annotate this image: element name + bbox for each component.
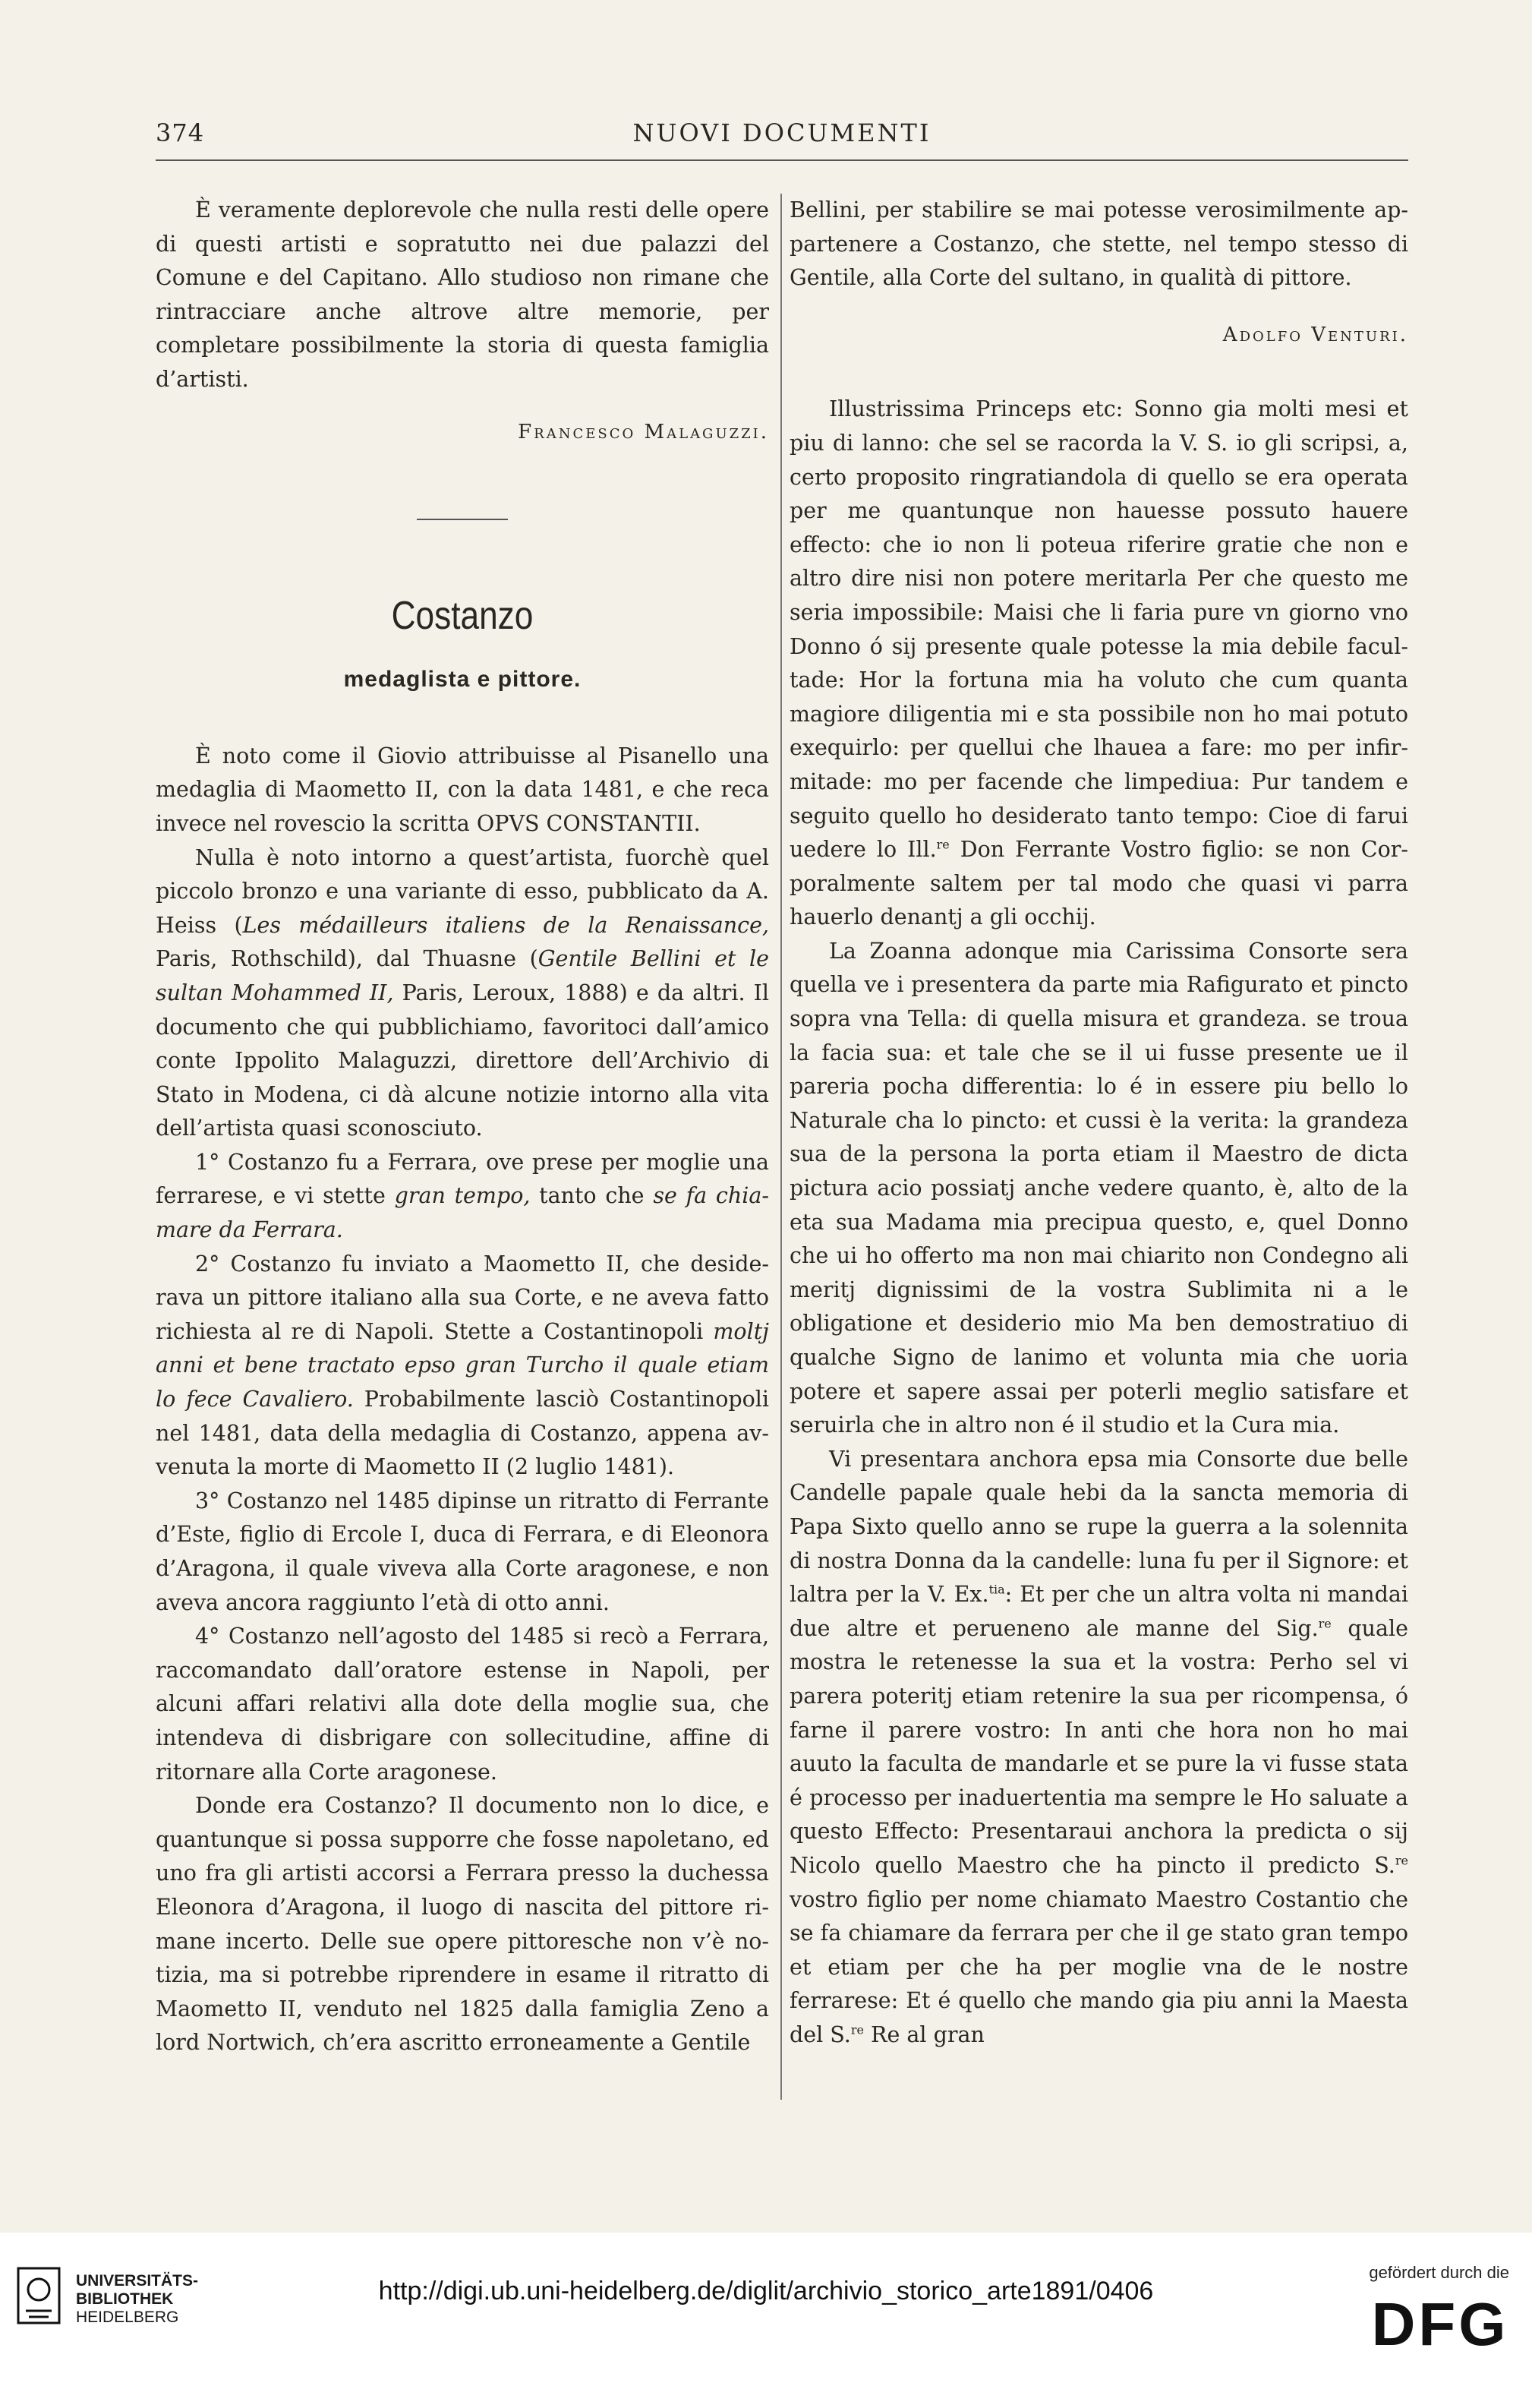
continued-paragraph: Bellini, per stabilire se mai potesse verosimilmente appartenere a Costanzo, che stette, nel tempo stesso di Gentile, alla Corte del sultano, in qualità di pittore. <box>790 197 1408 291</box>
document-paragraph-2: La Zoanna adonque mia Carissima Consorte sera quella ve i presentera da parte mia Rafigurato et pincto sopra vna Tella: di quella misura et grandeza. se troua la facia sua: et tale che se il ui fusse presente ue il pareria pocha differentia: lo é in essere piu bello lo Naturale cha lo pincto: et cussi è la verita: la grandeza sua de la persona la porta etiam il Maestro de dicta pictura acio possiatj anche vedere quanto, è, alto de la eta sua Madama mia precipua questo, e, quel Donno che ui ho offerto ma non mai chiarito non Condegno ali meritj dignissimi de la vostra Sublimita ni a le obligatione et desiderio mio Ma ben demostratiuo di qualche Signo de lanimo et volunta mia che uoria potere et sapere assai per poterli meglio satisfare et seruirla che in altro non é il studio et la Cura mia. <box>790 938 1408 1438</box>
page-header <box>156 114 1408 161</box>
footer-bar <box>0 2233 1532 2408</box>
svg-text:DFG: DFG <box>1371 2290 1509 2356</box>
running-title: NUOVI DOCUMENTI <box>632 118 931 147</box>
section-title: Costanzo <box>391 594 534 639</box>
paragraph-2: Nulla è noto intorno a quest’artista, fuorchè quel piccolo bronzo e una variante di esso, pubblicato da A. Heiss (Les médailleurs italiens de la Renaissance, Paris, Rothschild), dal Thuasne (Gentile Bellini et le sultan Mohammed II, Paris, Leroux, 1888) e da altri. Il documento che qui pubblichiamo, favoritoci dall’amico conte Ippolito Malaguzzi, direttore dell’Archivio di Stato in Modena, ci dà alcune notizie intorno alla vita dell’artista quasi sconosciuto. <box>156 844 769 1141</box>
source-url-link[interactable]: http://digi.ub.uni-heidelberg.de/diglit/archivio_storico_arte1891/0406 <box>378 2277 1154 2305</box>
column-divider <box>780 194 782 2100</box>
document-paragraph-3: Vi presentara anchora epsa mia Consorte due belle Candelle papale quale hebi da la sancta memoria di Papa Sixto quello anno se rupe la guerra a la solennita di nostra Donna da la candelle: luna fu per il Signore: et laltra per la V. Ex.$^{tia}$: Et per che un altra volta ni mandai due altre et perueneno ale manne del Sig.$^{re}$ quale mostra le retenesse la sua et la vostra: Perho sel vi parera poteritj etiam retenire la sua per ricompensa, ó farne il parere vostro: In anti che hora non ho mai auuto la faculta de mandarle et se pure la vi fusse stata é processo per inaduertentia ma sempre le Ho saluate a questo Effecto: Presentaraui anchora la predicta o sij Nicolo quello Maestro che ha pincto il predicto S.$^{re}$ vostro figlio per nome chiamato Maestro Costantio che se fa chiamare da ferrara per che il ge stato gran tempo et etiam per che ha per moglie vna de le nostre ferrarese: Et é quello che mando gia piu anni la Maesta del S.$^{re}$ Re al gran <box>790 1446 1408 2047</box>
section-subtitle: medaglista e pittore. <box>343 667 582 693</box>
paragraph-7: Donde era Costanzo? Il documento non lo dice, e quantunque si possa supporre che fosse napoletano, ed uno fra gli artisti accorsi a Ferrara presso la duchessa Eleonora d’Aragona, il luogo di nascita del pittore rimane incerto. Delle sue opere pittoresche non v’è notizia, ma si potrebbe riprendere in esame il ritratto di Maometto II, venduto nel 1825 dalla famiglia Zeno a lord Nortwich, ch’era ascritto erroneamente a Gentile <box>156 1793 769 2056</box>
paragraph-5: 3° Costanzo nel 1485 dipinse un ritratto di Ferrante d’Este, figlio di Ercole I, duca di Ferrara, e di Eleonora d’Aragona, il quale viveva alla Corte aragonese, e non aveva ancora raggiunto l’età di otto anni. <box>156 1488 769 1615</box>
left-column <box>156 194 769 2060</box>
document-paragraph-1: Illustrissima Princeps etc: Sonno gia molti mesi et piu di lanno: che sel se racorda la V. S. io gli scripsi, a, certo proposito ringratiandola di quello se era operata per me quantunque non hauesse possuto hauere effecto: che io non li poteua riferire gratie che non e altro dire nisi non potere meritarla Per che questo me seria impossibile: Maisi che li faria pure vn giorno vno Donno ó sij presente quale potesse la mia debile facultade: Hor la fortuna mia ha voluto che cum quanta magiore diligentia mi e sta possibile non ho mai potuto exequirlo: per quellui che lhauea a fare: mo per infirmitade: mo per facende che limpediua: Pur tandem e seguito quello ho desiderato tanto tempo: Cioe di farui uedere lo Ill.$^{re}$ Don Ferrante Vostro figlio: se non Corporalmente saltem per tal modo che quasi vi parra hauerlo denantj a gli occhij. <box>790 396 1408 930</box>
signature-malaguzzi: Francesco Malaguzzi. <box>518 420 769 443</box>
intro-paragraph: È veramente deplorevole che nulla resti delle opere di questi artisti e sopratutto nei due palazzi del Comune e del Capitano. Allo studioso non rimane che rintracciare anche altrove altre memorie, per completare possibilmente la storia di questa famiglia d’artisti. <box>156 197 769 392</box>
page-number: 374 <box>156 118 205 147</box>
paragraph-6: 4° Costanzo nell’agosto del 1485 si recò a Ferrara, raccomandato dall’oratore estense in Napoli, per alcuni affari relativi alla dote della moglie sua, che intendeva di disbrigare con sollecitudine, affine di ritornare alla Corte aragonese. <box>156 1624 769 1785</box>
paragraph-4: 2° Costanzo fu inviato a Maometto II, che desiderava un pittore italiano alla sua Corte, e ne aveva fatto richiesta al re di Napoli. Stette a Costantinopoli moltj anni et bene tractato epso gran Turcho il quale etiam lo fece Cavaliero. Probabilmente lasciò Costantinopoli nel 1481, data della medaglia di Costanzo, appena avvenuta la morte di Maometto II (2 luglio 1481). <box>156 1251 769 1480</box>
section-separator <box>417 519 508 520</box>
paragraph-3: 1° Costanzo fu a Ferrara, ove prese per moglie una ferrarese, e vi stette gran tempo, tanto che se fa chiamare da Ferrara. <box>156 1149 769 1243</box>
funder-label: gefördert durch die <box>1369 2263 1509 2282</box>
right-column <box>790 194 1408 2052</box>
signature-venturi: Adolfo Venturi. <box>1222 323 1408 346</box>
paragraph-1: È noto come il Giovio attribuisse al Pisanello una medaglia di Maometto II, con la data 1481, e che reca invece nel rovescio la scritta OPVS CONSTANTII. <box>156 743 769 836</box>
dfg-logo-icon <box>1370 2290 1511 2356</box>
university-library-name: UNIVERSITÄTS- BIBLIOTHEK HEIDELBERG <box>76 2272 199 2326</box>
